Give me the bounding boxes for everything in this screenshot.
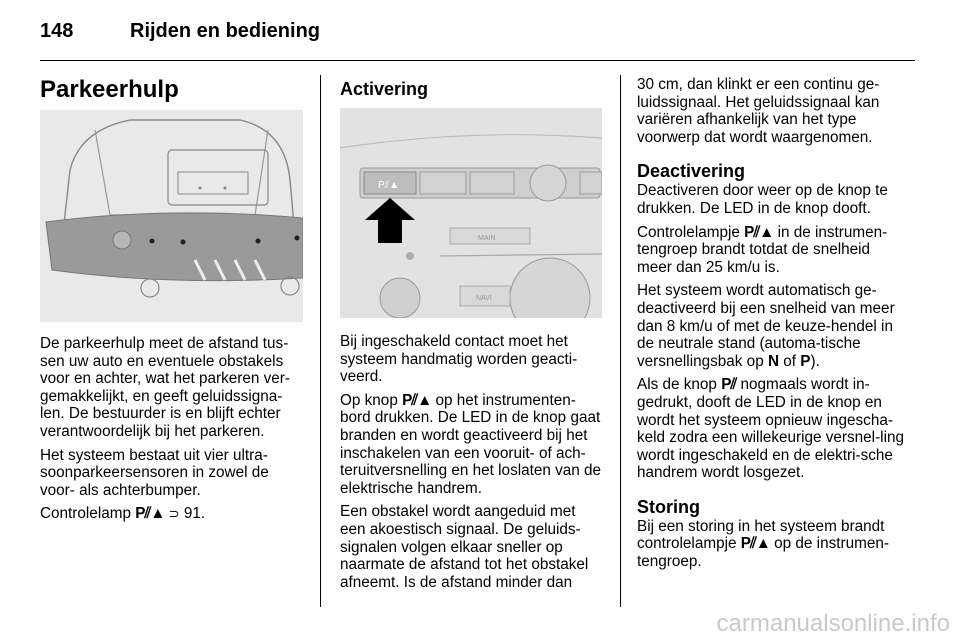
paragraph-text: Controlelampje	[637, 223, 740, 241]
paragraph-text: Het systeem wordt automatisch ge-deactiveerd bij een snelheid van meer dan 8 km/u of met de keuze-hendel in de neutrale stand (automa-tische versnellingsbak op	[637, 282, 895, 370]
paragraph: Een obstakel wordt aangeduid met een akoestisch signaal. De geluids-signalen volgen elkaar sneller op naarmate de afstand tot het obstakel afneemt. Is de afstand minder dan	[340, 503, 589, 591]
paragraph-text: Als de knop	[637, 376, 717, 394]
paragraph-text: Op knop	[340, 391, 398, 409]
paragraph-text: Controlelamp	[40, 505, 131, 523]
rear-bumper-illustration	[40, 110, 303, 322]
column-divider	[620, 75, 621, 607]
parking-assist-button-icon: P⫽	[721, 376, 737, 394]
paragraph	[637, 518, 909, 571]
parking-assist-icon: P⫽▲	[135, 505, 165, 523]
parking-assist-icon: P⫽▲	[744, 223, 774, 241]
parking-assist-icon: P⫽▲	[740, 535, 770, 553]
paragraph-text: ).	[810, 352, 820, 370]
paragraph: Bij ingeschakeld contact moet het systeem handmatig worden geacti-veerd.	[340, 333, 578, 386]
paragraph	[637, 376, 909, 482]
page-reference: 91.	[183, 505, 206, 523]
column-3	[637, 76, 909, 577]
watermark: carmanualsonline.info	[716, 610, 950, 637]
page-number: 148	[40, 20, 74, 42]
column-2-heading	[340, 78, 602, 100]
section-title: Parkeerhulp	[40, 76, 179, 103]
paragraph-text: op het instrumenten-bord drukken. De LED in de knop gaat branden en wordt geactiveerd bij het inschakelen van een vooruit- of ach-teruitversnelling en het loslaten van de elektrische handrem.	[340, 391, 602, 497]
header-rule	[40, 60, 915, 61]
column-1	[40, 335, 305, 529]
paragraph-text: of	[783, 352, 797, 370]
paragraph: Het systeem bestaat uit vier ultra-soonparkeersensoren in zowel de voor- als achterbumper.	[40, 446, 269, 499]
main-button-label: MAIN	[478, 235, 496, 242]
page-header	[40, 20, 915, 60]
instrument-panel-illustration	[340, 108, 602, 318]
running-title: Rijden en bediening	[130, 20, 321, 42]
navi-button-label: NAVI	[476, 295, 492, 302]
instrument-panel-drawing	[340, 108, 602, 318]
column-divider	[320, 75, 321, 607]
heading-deactivering: Deactivering	[637, 161, 746, 182]
gear-p-label: P	[800, 352, 811, 370]
heading-activering: Activering	[340, 79, 429, 99]
paragraph	[340, 392, 605, 498]
gear-n-label: N	[767, 352, 780, 370]
parking-assist-icon: P⫽▲	[402, 391, 432, 409]
parking-button-label: P⫽▲	[378, 180, 400, 191]
paragraph	[40, 505, 305, 523]
paragraph-text: Bij een storing in het systeem brandt controlelampje	[637, 517, 885, 553]
paragraph: Deactiveren door weer op de knop te drukken. De LED in de knop dooft.	[637, 182, 888, 217]
rear-bumper-drawing	[40, 110, 303, 322]
paragraph-text: nogmaals wordt in-gedrukt, dooft de LED in de knop en wordt het systeem opnieuw ingescha-keld zodra een willekeurige versnel-ling wordt ingeschakeld en de elektri-sche handrem wordt losgezet.	[637, 376, 904, 482]
column-2	[340, 333, 605, 597]
paragraph-text: op de instrumen-tengroep.	[637, 535, 889, 571]
paragraph: De parkeerhulp meet de afstand tus-sen uw auto en eventuele obstakels voor en achter, wat het parkeren ver-gemakkelijkt, en geeft geluidssigna-len. De bestuurder is en blijft echter verantwoordelijk bij het parkeren.	[40, 335, 290, 440]
paragraph	[637, 282, 909, 370]
paragraph: 30 cm, dan klinkt er een continu ge-luidssignaal. Het geluidssignaal kan variëren afhankelijk van het type voorwerp dat wordt waargenomen.	[637, 76, 880, 146]
paragraph-text: in de instrumen-tengroep brandt totdat de snelheid meer dan 25 km/u is.	[637, 223, 888, 276]
heading-storing: Storing	[637, 496, 700, 517]
page-reference-icon: ⊃	[168, 506, 180, 522]
paragraph	[637, 224, 909, 277]
